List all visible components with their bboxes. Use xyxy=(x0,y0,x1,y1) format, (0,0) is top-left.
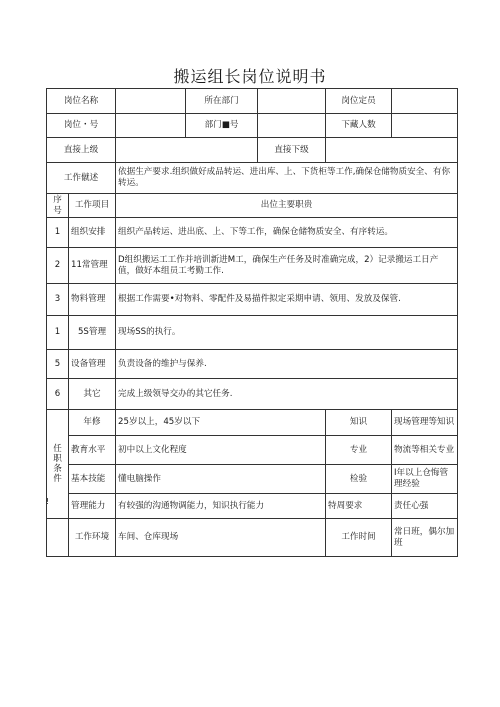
duty-item: 物料管理 xyxy=(69,284,116,316)
duty-item: 组织安排 xyxy=(69,218,116,248)
duty-no: 6 xyxy=(47,379,69,410)
staff-quota-label: 岗位定员 xyxy=(326,89,392,114)
dept-no-value xyxy=(258,114,326,138)
margin-mark: ! xyxy=(46,497,50,506)
qualification-value: I年以上仓悔管理经验 xyxy=(392,465,458,494)
qualification-label: 知识 xyxy=(326,410,392,436)
row-environment xyxy=(47,519,458,557)
dept-no-label: 部门■号 xyxy=(186,114,258,138)
qualification-value: 物流等相关专业 xyxy=(392,436,458,465)
qualification-row xyxy=(47,410,458,436)
qualification-label: 教育水平 xyxy=(69,436,116,465)
direct-subordinate-label: 直接下级 xyxy=(258,138,326,163)
work-summary-label: 工作僦述 xyxy=(47,163,116,194)
row-work-summary xyxy=(47,163,458,194)
qualification-value: 责任心强 xyxy=(392,494,458,519)
qualification-row xyxy=(47,436,458,465)
qualification-value: 25岁以上，45岁以下 xyxy=(116,410,326,436)
duty-no: 2 xyxy=(47,248,69,284)
work-time-label: 工作时间 xyxy=(326,519,392,557)
subordinates-label: 下藏人数 xyxy=(326,114,392,138)
direct-superior-value xyxy=(116,138,258,163)
row-duties-header xyxy=(47,194,458,218)
duty-row xyxy=(47,248,458,284)
subordinates-value xyxy=(392,114,458,138)
document-title: 搬运组长岗位说明书 xyxy=(173,67,327,86)
qualification-value: 懂电脑操作 xyxy=(116,465,326,494)
qualification-row xyxy=(47,465,458,494)
post-name-value xyxy=(116,89,186,114)
dept-label: 所在部门 xyxy=(186,89,258,114)
qualification-label: 年修 xyxy=(69,410,116,436)
duty-content: D组织搬运工工作并培训新进M工，确保生产任务及时准确完成，2）记录搬运工日产值，做好本组员工考勤工作. xyxy=(116,248,458,284)
duty-content: 组织产品转运、进出底、上、下等工作，确保仓储物质安全、有序转运。 xyxy=(116,218,458,248)
qualification-label: 专业 xyxy=(326,436,392,465)
row-post-no xyxy=(47,114,458,138)
duty-content: 现场SS的执行。 xyxy=(116,316,458,350)
duty-row xyxy=(47,379,458,410)
duties-header: 出位主要职贵 xyxy=(116,194,458,218)
duty-row xyxy=(47,350,458,379)
seq-no-header: 序号 xyxy=(47,194,69,218)
duty-content: 完成上级领导交办的其它任务. xyxy=(116,379,458,410)
post-no-label: 岗位・号 xyxy=(47,114,116,138)
row-reporting xyxy=(47,138,458,163)
duty-item: 11常管理 xyxy=(69,248,116,284)
duty-row xyxy=(47,316,458,350)
direct-superior-label: 直接上级 xyxy=(47,138,116,163)
work-environment-label: 工作环境 xyxy=(69,519,116,557)
duty-content: 负责设备的维护与保养. xyxy=(116,350,458,379)
duty-no: 5 xyxy=(47,350,69,379)
duty-row xyxy=(47,284,458,316)
post-no-value xyxy=(116,114,186,138)
post-name-label: 岗位名称 xyxy=(47,89,116,114)
duty-no: 3 xyxy=(47,284,69,316)
direct-subordinate-value xyxy=(326,138,458,163)
qualifications-label: 任 职 条 件 xyxy=(47,410,69,519)
dept-value xyxy=(258,89,326,114)
duty-item: 设备管理 xyxy=(69,350,116,379)
qualification-label: 检验 xyxy=(326,465,392,494)
row-post-name xyxy=(47,89,458,114)
staff-quota-value xyxy=(392,89,458,114)
environment-spacer xyxy=(47,519,69,557)
qualification-row xyxy=(47,494,458,519)
job-description-table xyxy=(46,88,458,557)
qualification-value: 初中以上文化程度 xyxy=(116,436,326,465)
qualification-label: 管理能力 xyxy=(69,494,116,519)
qualification-value: 现场管理等知识 xyxy=(392,410,458,436)
qualification-label: 特周要求 xyxy=(326,494,392,519)
duty-content: 根据工作需要•对物料、零配件及易描件拟定采期申请、领用、发放及保管. xyxy=(116,284,458,316)
duty-item: 5S管理 xyxy=(69,316,116,350)
work-time-value: 常日班，偶尔加班 xyxy=(392,519,458,557)
qualification-label: 基本技能 xyxy=(69,465,116,494)
duty-item: 其它 xyxy=(69,379,116,410)
duty-row xyxy=(47,218,458,248)
work-summary-text: 依据生产要求.组织做好成品转运、进出库、上、下货柜等工作,确保仓储物质安全、有你转运。 xyxy=(116,163,458,194)
duty-no: 1 xyxy=(47,218,69,248)
duty-no: 1 xyxy=(47,316,69,350)
work-item-header: 工作项目 xyxy=(69,194,116,218)
qualification-value: 有较强的沟通物调能力，知识执行能力 xyxy=(116,494,326,519)
work-environment-value: 车间、仓库现场 xyxy=(116,519,326,557)
